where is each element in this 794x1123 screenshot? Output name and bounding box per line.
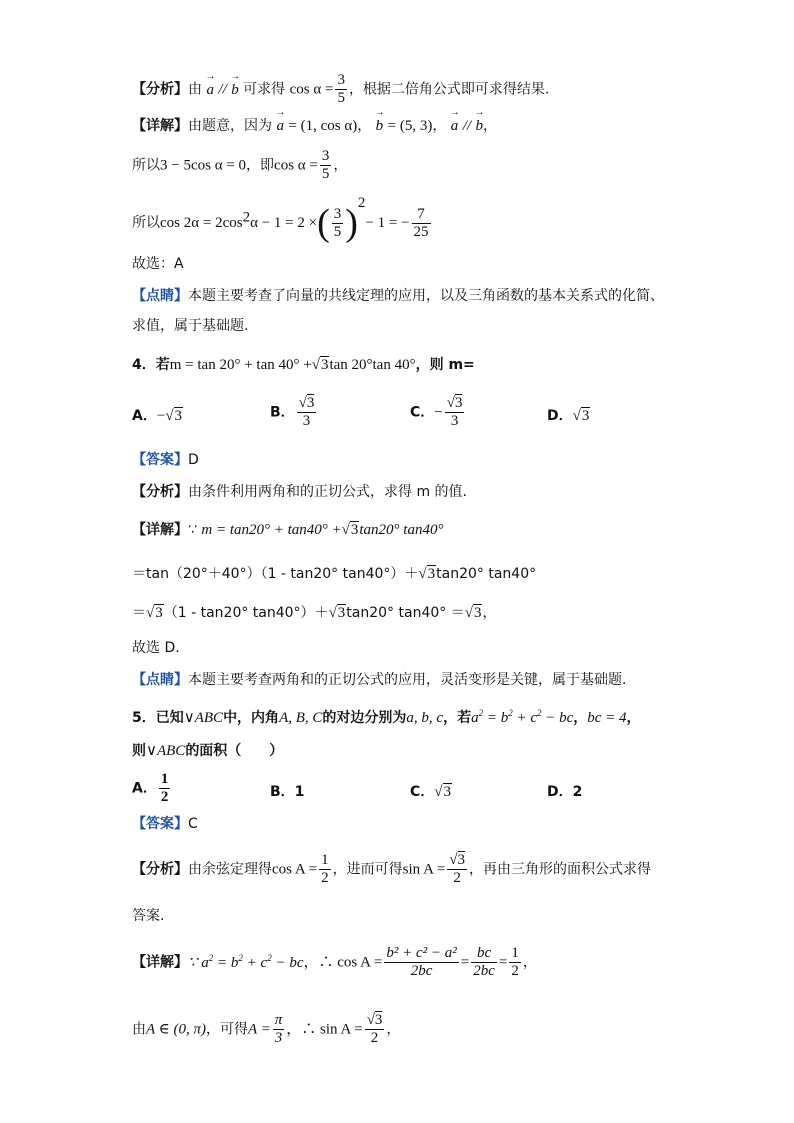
q4-answer: 【答案】D	[132, 452, 199, 468]
q3-step-1: 所以3 − 5cos α = 0，即cos α = $\frac{3}{5}$ ，	[132, 148, 348, 182]
q5-stem-line-1: 5．已知∨ABC中，内角A, B, C的对边分别为a, b, c，若$a^2 = b^2 + c^2$ − bc，bc = 4，	[132, 708, 641, 726]
vector-b: → b	[231, 83, 239, 98]
solution-tag: 【详解】	[132, 118, 188, 134]
q4-option-c[interactable]: C．− $\frac{√3}{3}$	[410, 395, 463, 429]
q4-comment: 【点睛】本题主要考查两角和的正切公式的应用，灵活变形是关键，属于基础题.	[132, 672, 627, 688]
q4-stem: 4．若m = tan 20° + tan 40° +√3tan 20°tan 40°，则 m=	[132, 357, 475, 373]
answer-tag: 【答案】	[132, 452, 188, 468]
q4-solution-line-2: ＝tan（20°＋40°）（1 - tan20° tan40°）＋√3tan20° tan40°	[132, 566, 537, 582]
q4-option-b[interactable]: B． $\frac{√3}{3}$	[270, 395, 315, 429]
analysis-tag: 【分析】	[132, 81, 188, 98]
q5-analysis-line-1: 【分析】由余弦定理得cos A = $\frac{1}{2}$ ，进而可得sin A = $\frac{√3}{2}$ ，再由三角形的面积公式求得	[132, 852, 652, 886]
q3-answer: 故选：A	[132, 256, 184, 272]
fraction-3-5: $\frac{3}{5}$	[337, 72, 345, 106]
q4-analysis: 【分析】由条件利用两角和的正切公式，求得 m 的值.	[132, 484, 467, 500]
q5-option-c[interactable]: C．√3	[410, 784, 452, 800]
q3-comment-line-1: 【点睛】本题主要考查了向量的共线定理的应用，以及三角函数的基本关系式的化简、	[132, 288, 664, 304]
q3-comment-line-2: 求值，属于基础题.	[132, 318, 249, 334]
q5-solution-line-1: 【详解】∵ $a^2 = b^2 + c^2$ − bc，∴ cos A = $\frac{\text{b² + c² − a²}}{2bc}$ = $\frac{bc}{2bc}$ = $\frac{1}{2}$ ，	[132, 945, 537, 979]
fraction-7-25: $\frac{7}{25}$	[413, 205, 429, 240]
q5-option-d[interactable]: D．2	[547, 784, 583, 800]
q4-solution-line-1: 【详解】∵ m = tan20° + tan40° +√3tan20° tan40°	[132, 522, 444, 538]
q5-option-a[interactable]: A． $\frac{1}{2}$	[132, 771, 169, 805]
vector-a: → a	[206, 83, 214, 98]
q5-solution-line-2: 由A ∈ (0, π)，可得A = $\frac{\pi}{3}$ ，∴ sin A = $\frac{√3}{2}$ ，	[132, 1012, 401, 1046]
q3-solution-line: 【详解】由题意，因为 → a = (1, cos α)， → b = (5, 3)， → a // → b，	[132, 119, 497, 134]
q4-option-d[interactable]: D．√3	[547, 408, 590, 424]
q4-choice: 故选 D.	[132, 640, 180, 656]
q5-stem-line-2: 则∨ABC的面积（ ）	[132, 743, 284, 759]
q4-option-a[interactable]: A．−√3	[132, 408, 183, 424]
q5-option-b[interactable]: B．1	[270, 784, 305, 800]
q3-step-2: 所以$\cos 2\alpha = 2\cos^2\alpha - 1 = 2$ ×( $\frac{3}{5}$ )$^2$− 1 = − $\frac{7}{25}$	[132, 195, 429, 244]
q5-answer: 【答案】C	[132, 816, 198, 832]
q5-analysis-line-2: 答案.	[132, 908, 165, 924]
q3-analysis-line: 【分析】由 → a // → b 可求得 cos α = $\frac{3}{5}$ ，根据二倍角公式即可求得结果.	[132, 72, 549, 107]
q4-solution-line-3: ＝√3（1 - tan20° tan40°）＋√3tan20° tan40° ＝√3，	[132, 605, 497, 621]
comment-tag: 【点睛】	[132, 288, 188, 304]
